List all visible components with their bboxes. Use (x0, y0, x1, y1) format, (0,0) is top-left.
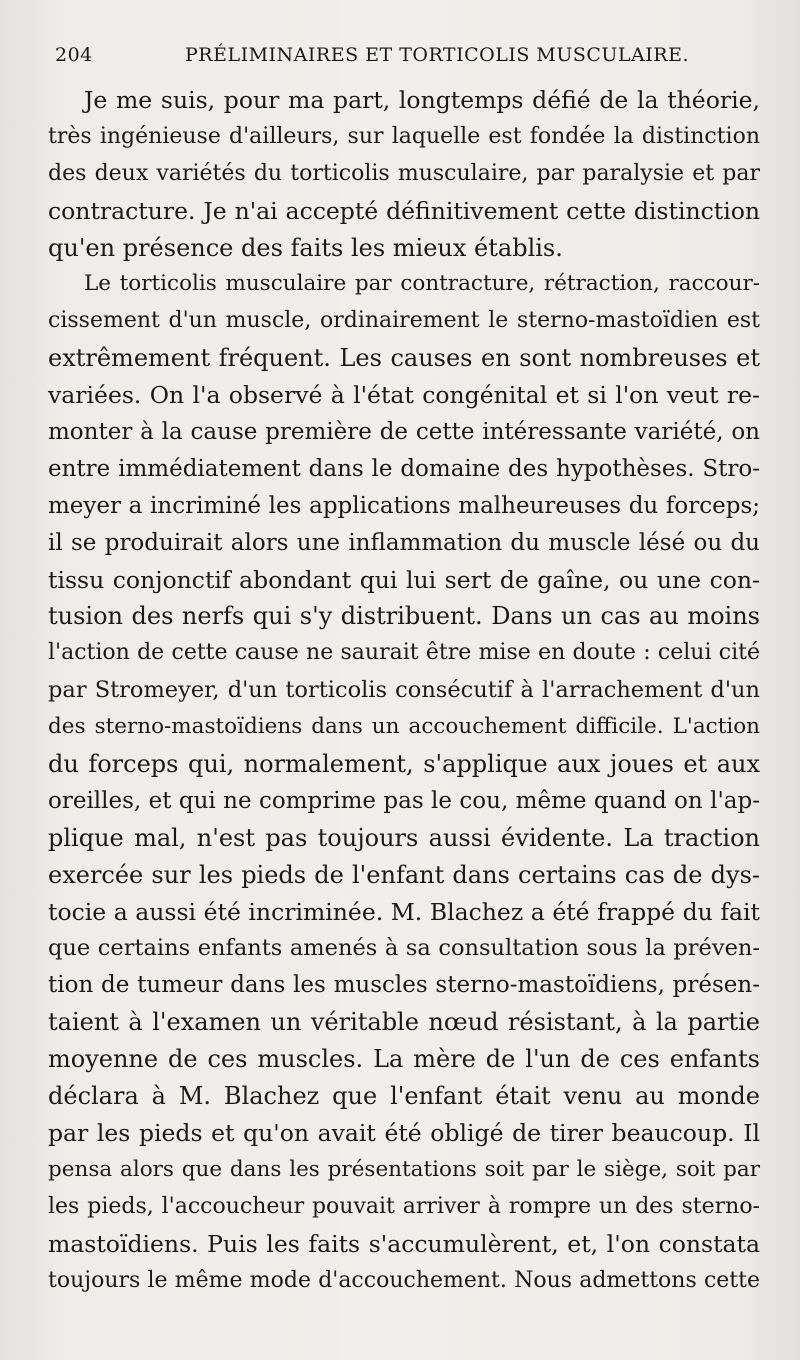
text-line: tion de tumeur dans les muscles sterno-mastoïdiens, présen- (48, 972, 760, 999)
text-line: oreilles, et qui ne comprime pas le cou, même quand on l'ap- (48, 787, 760, 814)
text-line: déclara à M. Blachez que l'enfant était venu au monde (48, 1082, 760, 1111)
text-line: du forceps qui, normalement, s'applique aux joues et aux (48, 750, 760, 779)
text-line: les pieds, l'accoucheur pouvait arriver à rompre un des sterno- (48, 1193, 760, 1219)
text-line: cissement d'un muscle, ordinairement le sterno-mastoïdien est (48, 308, 760, 334)
text-line: pensa alors que dans les présentations soit par le siège, soit par (48, 1156, 760, 1182)
running-title: PRÉLIMINAIRES ET TORTICOLIS MUSCULAIRE. (185, 44, 689, 66)
text-line: extrêmement fréquent. Les causes en sont nombreuses et (48, 344, 760, 373)
text-line: meyer a incriminé les applications malheureuses du forceps; (48, 492, 760, 519)
text-line: Le torticolis musculaire par contracture, rétraction, raccour- (84, 271, 760, 297)
text-line: variées. On l'a observé à l'état congénital et si l'on veut re- (48, 381, 760, 410)
text-line: exercée sur les pieds de l'enfant dans certains cas de dys- (48, 860, 760, 889)
text-line: il se produirait alors une inflammation du muscle lésé ou du (48, 529, 760, 556)
text-line: entre immédiatement dans le domaine des hypothèses. Stro- (48, 455, 760, 482)
text-line: contracture. Je n'ai accepté définitivement cette distinction (48, 196, 760, 225)
text-line: par les pieds et qu'on avait été obligé de tirer beaucoup. Il (48, 1118, 760, 1147)
text-line: par Stromeyer, d'un torticolis consécutif à l'arrachement d'un (48, 677, 760, 704)
text-line: monter à la cause première de cette intéressante variété, on (48, 419, 760, 446)
page-number: 204 (55, 44, 93, 66)
text-line: que certains enfants amenés à sa consultation sous la préven- (48, 935, 760, 962)
text-line: toujours le même mode d'accouchement. Nous admettons cette (48, 1267, 760, 1293)
text-line: très ingénieuse d'ailleurs, sur laquelle est fondée la distinction (48, 123, 760, 149)
text-line: qu'en présence des faits les mieux établis. (48, 233, 563, 262)
text-line: tusion des nerfs qui s'y distribuent. Dans un cas au moins (48, 602, 760, 631)
page-header (55, 44, 755, 74)
text-line: Je me suis, pour ma part, longtemps défié de la théorie, (84, 86, 760, 114)
text-line: des sterno-mastoïdiens dans un accouchement difficile. L'action (48, 714, 760, 740)
text-line: tocie a aussi été incriminée. M. Blachez a été frappé du fait (48, 897, 760, 926)
text-line: taient à l'examen un véritable nœud résistant, à la partie (48, 1008, 760, 1037)
text-line: moyenne de ces muscles. La mère de l'un de ces enfants (48, 1045, 760, 1074)
text-line: l'action de cette cause ne saurait être mise en doute : celui cité (48, 640, 760, 666)
text-line: plique mal, n'est pas toujours aussi évidente. La traction (48, 823, 760, 852)
body-text (48, 82, 760, 1299)
text-line: des deux variétés du torticolis musculaire, par paralysie et par (48, 160, 760, 186)
text-line: mastoïdiens. Puis les faits s'accumulèrent, et, l'on constata (48, 1229, 760, 1258)
text-line: tissu conjonctif abondant qui lui sert de gaîne, ou une con- (48, 565, 760, 594)
